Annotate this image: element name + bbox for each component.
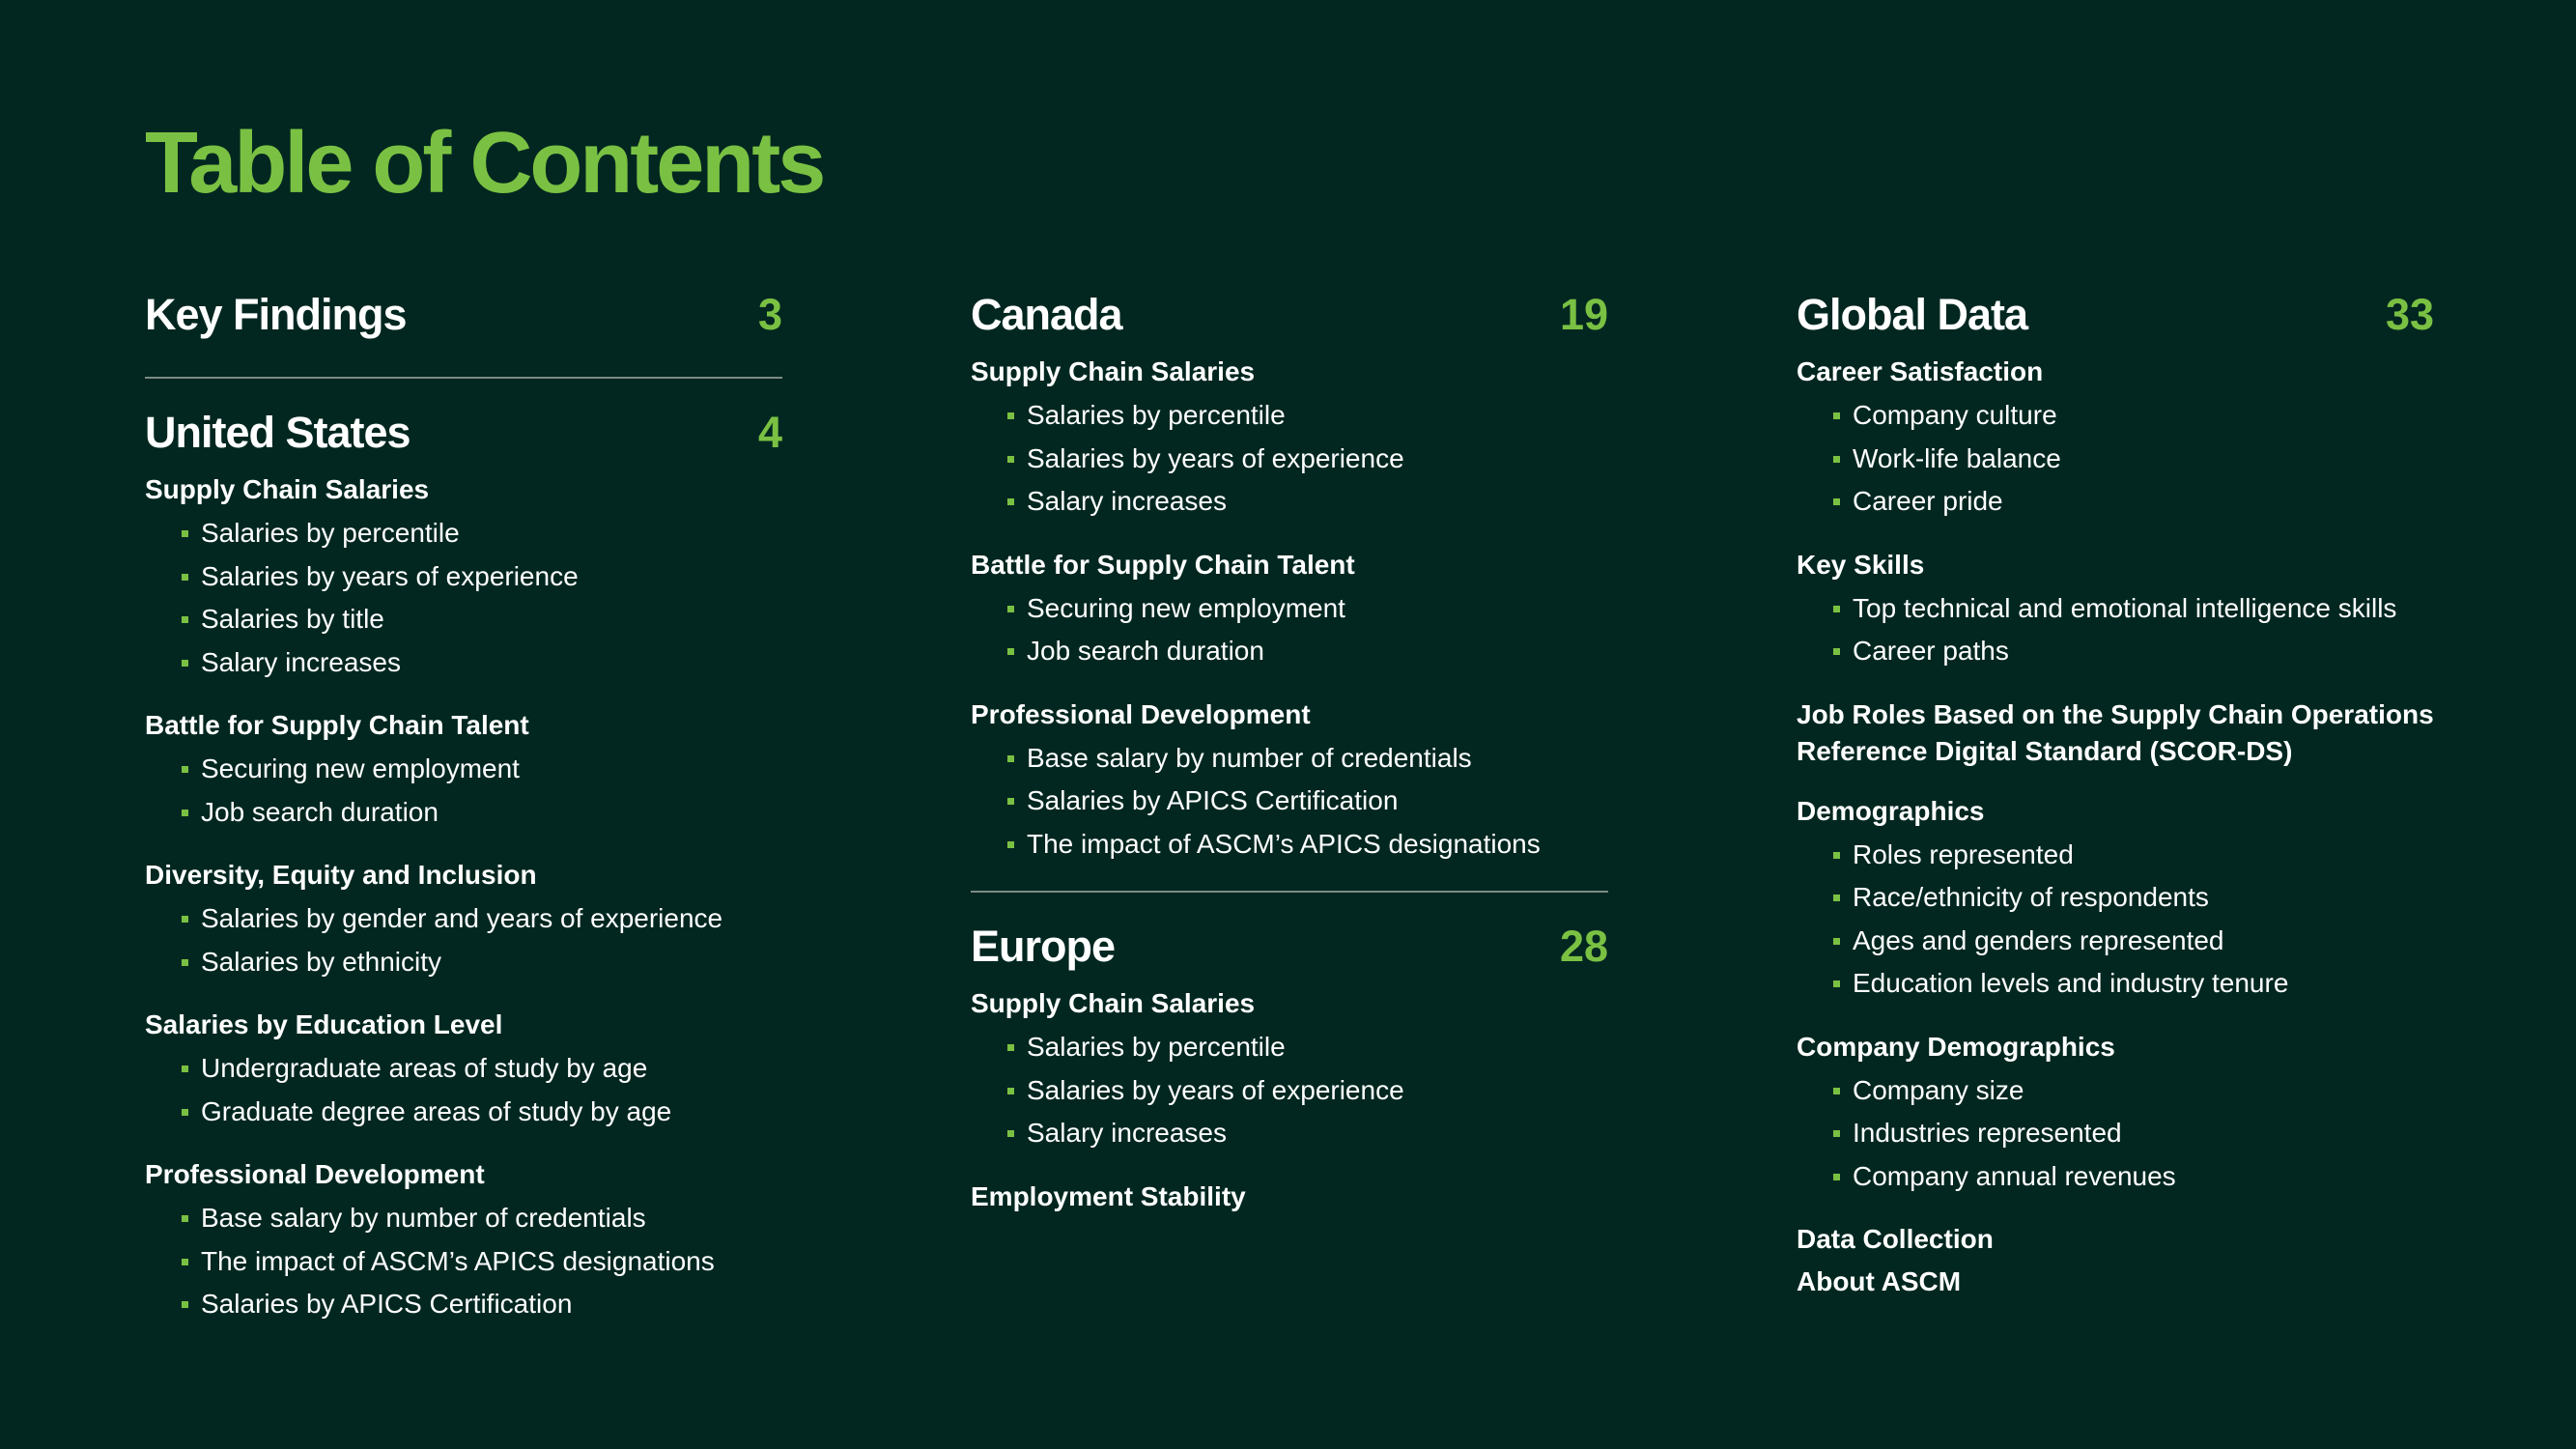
list-item[interactable]: Industries represented: [1833, 1112, 2434, 1155]
list-item[interactable]: Ages and genders represented: [1833, 920, 2434, 963]
item-list: [1797, 834, 2434, 1006]
toc-group: [145, 707, 782, 834]
section-page-number: 3: [757, 290, 782, 339]
list-item[interactable]: Salaries by ethnicity: [182, 941, 782, 984]
list-item[interactable]: Job search duration: [1007, 630, 1608, 673]
toc-group: [971, 1179, 1608, 1215]
list-item[interactable]: Salary increases: [1007, 480, 1608, 524]
list-item[interactable]: Base salary by number of credentials: [182, 1197, 782, 1240]
toc-group: [145, 857, 782, 983]
section-title: United States: [145, 408, 410, 457]
item-list: [145, 897, 782, 983]
list-item[interactable]: Race/ethnicity of respondents: [1833, 876, 2434, 920]
group-title[interactable]: Supply Chain Salaries: [145, 474, 430, 504]
toc-group: [1797, 793, 2434, 1006]
group-title[interactable]: Key Skills: [1797, 549, 1925, 580]
list-item[interactable]: Salary increases: [1007, 1112, 1608, 1155]
toc-section-key-findings[interactable]: [145, 290, 782, 354]
list-item[interactable]: Salaries by percentile: [182, 512, 782, 555]
list-item[interactable]: Career pride: [1833, 480, 2434, 524]
item-list: [971, 587, 1608, 673]
toc-group: [971, 985, 1608, 1155]
item-list: [1797, 1069, 2434, 1199]
toc-group: [1797, 354, 2434, 524]
section-title: Europe: [971, 922, 1116, 971]
section-page-number: 33: [2385, 290, 2434, 339]
section-page-number: 19: [1559, 290, 1608, 339]
group-title[interactable]: Company Demographics: [1797, 1031, 2115, 1062]
divider: [145, 377, 782, 379]
section-title: Canada: [971, 290, 1122, 339]
list-item[interactable]: The impact of ASCM’s APICS designations: [182, 1240, 782, 1284]
toc-group: [145, 471, 782, 684]
list-item[interactable]: Salaries by years of experience: [1007, 1069, 1608, 1113]
list-item[interactable]: Salaries by APICS Certification: [182, 1283, 782, 1326]
list-item[interactable]: Work-life balance: [1833, 438, 2434, 481]
group-title[interactable]: Supply Chain Salaries: [971, 988, 1256, 1018]
group-title[interactable]: Demographics: [1797, 795, 1985, 826]
list-item[interactable]: Salaries by percentile: [1007, 1026, 1608, 1069]
list-item[interactable]: Company culture: [1833, 394, 2434, 438]
list-item[interactable]: Roles represented: [1833, 834, 2434, 877]
toc-group: [1797, 547, 2434, 673]
list-item[interactable]: Salaries by percentile: [1007, 394, 1608, 438]
toc-group: [1797, 1221, 2434, 1258]
toc-group: [145, 1007, 782, 1133]
section-page-number: 28: [1559, 922, 1608, 971]
group-title[interactable]: Professional Development: [145, 1159, 485, 1189]
group-title[interactable]: Professional Development: [971, 698, 1311, 729]
toc-group: [1797, 1029, 2434, 1199]
toc-column-1: [145, 290, 782, 1350]
list-item[interactable]: Salaries by gender and years of experience: [182, 897, 782, 941]
toc-column-3: [1797, 290, 2434, 1306]
group-title[interactable]: Career Satisfaction: [1797, 356, 2044, 386]
group-title[interactable]: Battle for Supply Chain Talent: [145, 710, 529, 740]
list-item[interactable]: Education levels and industry tenure: [1833, 962, 2434, 1006]
item-list: [145, 748, 782, 834]
section-title: Key Findings: [145, 290, 407, 339]
toc-section-canada[interactable]: [971, 290, 1608, 354]
list-item[interactable]: Salaries by years of experience: [1007, 438, 1608, 481]
item-list: [971, 737, 1608, 867]
item-list: [145, 1047, 782, 1133]
group-title[interactable]: Battle for Supply Chain Talent: [971, 549, 1355, 580]
list-item[interactable]: Securing new employment: [1007, 587, 1608, 631]
list-item[interactable]: Company size: [1833, 1069, 2434, 1113]
item-list: [1797, 587, 2434, 673]
list-item[interactable]: The impact of ASCM’s APICS designations: [1007, 823, 1608, 867]
section-page-number: 4: [757, 408, 782, 457]
list-item[interactable]: Salary increases: [182, 641, 782, 685]
item-list: [1797, 394, 2434, 524]
item-list: [145, 1197, 782, 1326]
toc-group: [971, 696, 1608, 867]
group-title[interactable]: Diversity, Equity and Inclusion: [145, 860, 537, 890]
toc-group: [971, 547, 1608, 673]
group-title[interactable]: About ASCM: [1797, 1266, 1962, 1296]
toc-section-united-states[interactable]: [145, 408, 782, 471]
group-title[interactable]: Employment Stability: [971, 1180, 1246, 1211]
group-title[interactable]: Job Roles Based on the Supply Chain Operations Reference Digital Standard (SCOR-DS): [1797, 698, 2434, 766]
group-title[interactable]: Salaries by Education Level: [145, 1009, 503, 1039]
toc-section-europe[interactable]: [971, 922, 1608, 985]
toc-column-2: [971, 290, 1608, 1238]
toc-group: [145, 1156, 782, 1326]
item-list: [971, 394, 1608, 524]
item-list: [971, 1026, 1608, 1155]
list-item[interactable]: Company annual revenues: [1833, 1155, 2434, 1199]
list-item[interactable]: Career paths: [1833, 630, 2434, 673]
group-title[interactable]: Supply Chain Salaries: [971, 356, 1256, 386]
divider: [971, 891, 1608, 893]
list-item[interactable]: Undergraduate areas of study by age: [182, 1047, 782, 1091]
list-item[interactable]: Graduate degree areas of study by age: [182, 1091, 782, 1134]
list-item[interactable]: Top technical and emotional intelligence skills: [1833, 587, 2434, 631]
item-list: [145, 512, 782, 684]
list-item[interactable]: Base salary by number of credentials: [1007, 737, 1608, 781]
list-item[interactable]: Salaries by years of experience: [182, 555, 782, 599]
toc-group: [1797, 1264, 2434, 1300]
list-item[interactable]: Job search duration: [182, 791, 782, 835]
section-title: Global Data: [1797, 290, 2028, 339]
toc-section-global-data[interactable]: [1797, 290, 2434, 354]
toc-group: [1797, 696, 2434, 770]
list-item[interactable]: Salaries by APICS Certification: [1007, 780, 1608, 823]
toc-group: [971, 354, 1608, 524]
page-title: Table of Contents: [145, 115, 824, 212]
group-title[interactable]: Data Collection: [1797, 1224, 1994, 1254]
list-item[interactable]: Securing new employment: [182, 748, 782, 791]
list-item[interactable]: Salaries by title: [182, 598, 782, 641]
